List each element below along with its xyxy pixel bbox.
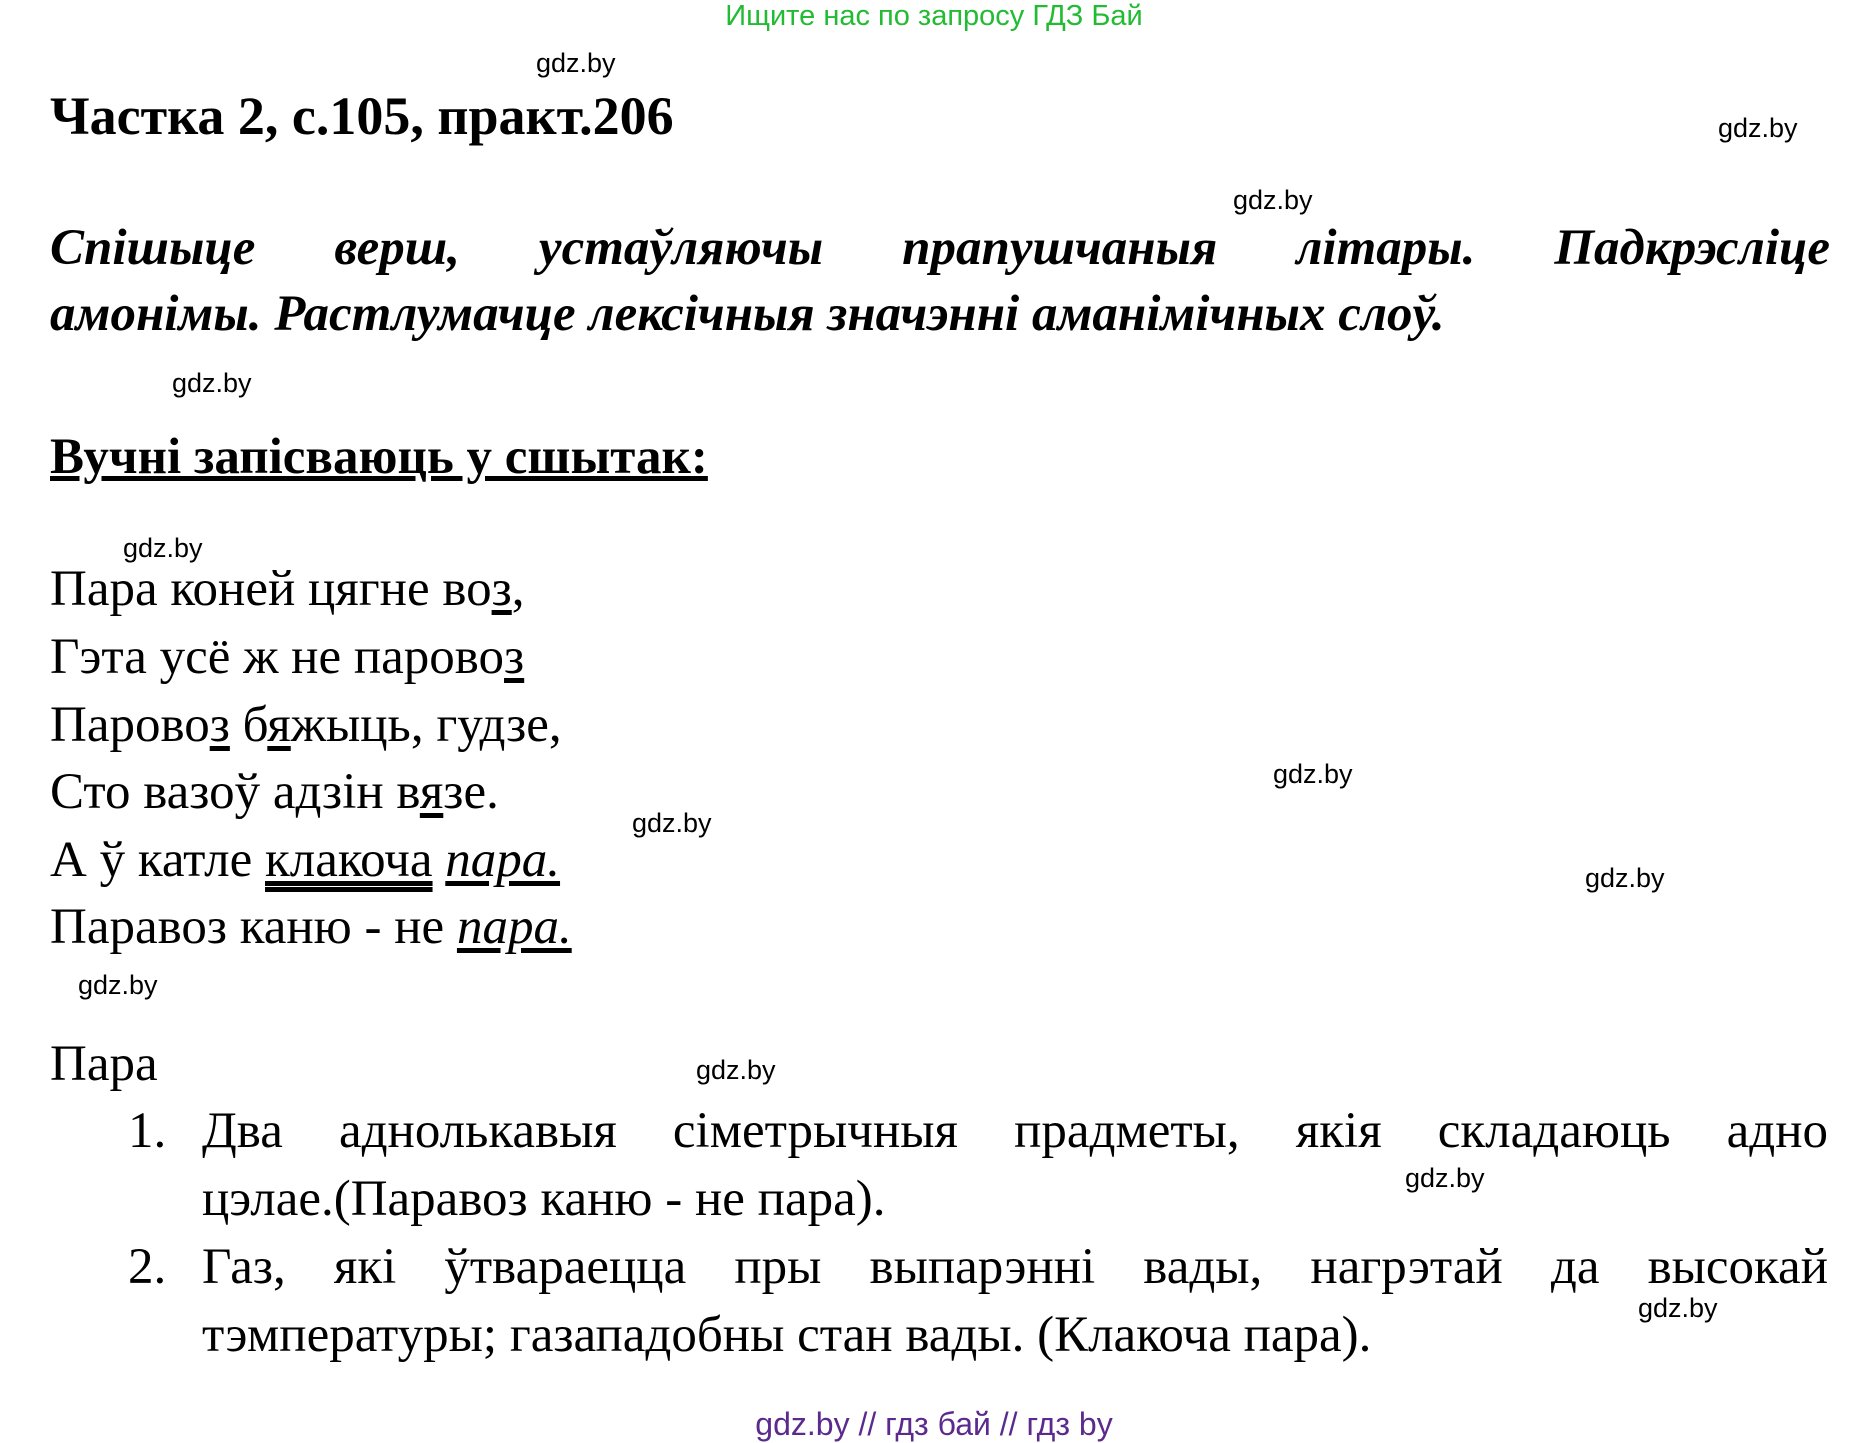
watermark: gdz.by bbox=[1638, 1293, 1718, 1323]
definition-number: 2. bbox=[128, 1239, 167, 1295]
top-banner: Ищите нас по запросу ГДЗ Бай bbox=[725, 0, 1143, 32]
definition-text: Два аднолькавыя сіметрычныя прадметы, якія складаюць адно bbox=[202, 1103, 1828, 1159]
watermark: gdz.by bbox=[1405, 1163, 1485, 1193]
definition-text: Газ, які ўтвараецца пры выпарэнні вады, нагрэтай да высокай bbox=[202, 1239, 1828, 1295]
task-text-line-2: амонімы. Растлумачце лексічныя значэнні аманімічных слоў. bbox=[50, 286, 1445, 342]
definition-text: тэмпературы; газападобны стан вады. (Клакоча пара). bbox=[202, 1307, 1372, 1363]
task-text-line-1: Спішыце верш, устаўляючы прапушчаныя літары. Падкрэсліце bbox=[50, 220, 1830, 276]
definition-word: Пара bbox=[50, 1036, 158, 1092]
poem-line-2: Гэта усё ж не паровоз bbox=[50, 629, 525, 685]
poem-line-5: А ў катле клакоча пара. bbox=[50, 832, 561, 888]
poem-line-1: Пара коней цягне воз, bbox=[50, 561, 525, 617]
poem-line-3: Паровоз бяжыць, гудзе, bbox=[50, 697, 562, 753]
definition-text: цэлае.(Паравоз каню - не пара). bbox=[202, 1171, 886, 1227]
section-heading: Вучні запісваюць у сшытак: bbox=[50, 429, 708, 485]
poem-line-6: Паравоз каню - не пара. bbox=[50, 899, 572, 955]
watermark: gdz.by bbox=[172, 368, 252, 398]
watermark: gdz.by bbox=[1273, 759, 1353, 789]
watermark: gdz.by bbox=[632, 808, 712, 838]
watermark: gdz.by bbox=[696, 1055, 776, 1085]
footer-links: gdz.by // гдз бай // гдз by bbox=[755, 1406, 1113, 1442]
watermark: gdz.by bbox=[1233, 185, 1313, 215]
watermark: gdz.by bbox=[78, 970, 158, 1000]
watermark: gdz.by bbox=[123, 533, 203, 563]
definition-number: 1. bbox=[128, 1103, 167, 1159]
watermark: gdz.by bbox=[1585, 863, 1665, 893]
page-title: Частка 2, с.105, практ.206 bbox=[50, 86, 674, 146]
watermark: gdz.by bbox=[536, 48, 616, 78]
watermark: gdz.by bbox=[1718, 113, 1798, 143]
poem-line-4: Сто вазоў адзін вязе. bbox=[50, 764, 499, 820]
